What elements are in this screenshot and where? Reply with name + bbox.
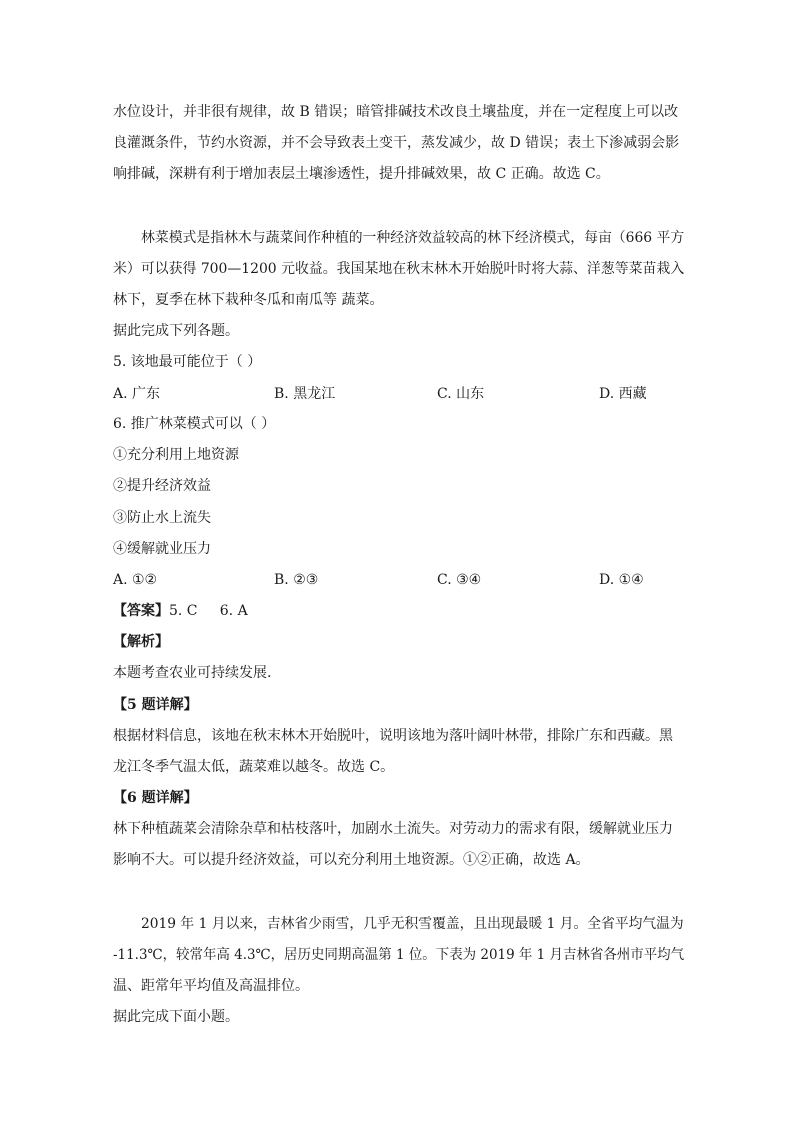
analysis-text: 本题考查农业可持续发展.	[113, 665, 272, 681]
analysis-label: 【解析】	[113, 634, 169, 650]
material1-instruction: 据此完成下列各题。	[113, 323, 239, 339]
para1-line-1: 水位设计，并非很有规律，故 B 错误；暗管排碱技术改良土壤盐度，并在一定程度上可以改	[113, 104, 679, 120]
q6-item-3: ③防止水上流失	[113, 510, 211, 526]
q6-option-c: C. ③④	[437, 572, 482, 588]
q5-option-d: D. 西藏	[599, 386, 647, 402]
detail6-line-1: 林下种植蔬菜会清除杂草和枯枝落叶，加剧水土流失。对劳动力的需求有限，缓解就业压力	[113, 821, 673, 837]
material1-line-2: 米）可以获得 700—1200 元收益。我国某地在秋末林木开始脱叶时将大蒜、洋葱等菜苗栽入	[113, 261, 685, 277]
detail5-line-2: 龙江冬季气温太低，蔬菜难以越冬。故选 C。	[113, 759, 395, 775]
q6-option-a: A. ①②	[113, 572, 158, 588]
q6-item-4: ④缓解就业压力	[113, 541, 211, 557]
material1-line-1: 林菜模式是指林木与蔬菜间作种植的一种经济效益较高的林下经济模式，每亩（666 平方	[141, 230, 685, 246]
detail6-line-2: 影响不大。可以提升经济效益，可以充分利用土地资源。①②正确，故选 A。	[113, 852, 590, 868]
detail6-label: 【6 题详解】	[113, 790, 198, 806]
q6-item-1: ①充分利用上地资源	[113, 447, 239, 463]
detail5-line-1: 根据材料信息，该地在秋末林木开始脱叶，说明该地为落叶阔叶林带，排除广东和西藏。黑	[113, 728, 673, 744]
para1-line-3: 响排碱，深耕有利于增加表层土壤渗透性，提升排碱效果，故 C 正确。故选 C。	[113, 166, 610, 182]
answer-text: 5. C 6. A	[169, 603, 248, 619]
q5-option-c: C. 山东	[437, 386, 485, 402]
material2-line-2: -11.3℃，较常年高 4.3℃，居历史同期高温第 1 位。下表为 2019 年 1 月吉林省各州市平均气	[113, 947, 685, 963]
material1-line-3: 林下，夏季在林下栽种冬瓜和南瓜等 蔬菜。	[113, 292, 384, 308]
q5-option-b: B. 黑龙江	[274, 386, 336, 402]
detail5-label: 【5 题详解】	[113, 697, 198, 713]
answer-label: 【答案】	[113, 603, 169, 619]
q5-stem: 5. 该地最可能位于（ ）	[113, 354, 262, 370]
q5-option-a: A. 广东	[113, 386, 161, 402]
q6-option-d: D. ①④	[599, 572, 644, 588]
material2-line-3: 温、距常年平均值及高温排位。	[113, 978, 309, 994]
para1-line-2: 良灌溉条件，节约水资源，并不会导致表土变干，蒸发减少，故 D 错误；表土下渗减弱会影	[113, 135, 680, 151]
q6-stem: 6. 推广林菜模式可以（ ）	[113, 416, 276, 432]
q6-option-b: B. ②③	[274, 572, 319, 588]
material2-instruction: 据此完成下面小题。	[113, 1009, 239, 1025]
q6-item-2: ②提升经济效益	[113, 478, 211, 494]
material2-line-1: 2019 年 1 月以来，吉林省少雨雪，几乎无积雪覆盖，且出现最暖 1 月。全省平均气温为	[141, 916, 684, 932]
answer-line	[113, 601, 248, 621]
